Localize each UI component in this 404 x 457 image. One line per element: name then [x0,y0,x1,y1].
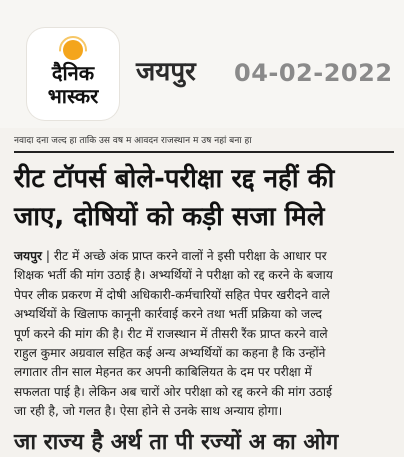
body-line-2: शिक्षक भर्ती की मांग उठाई है। अभ्यर्थियों ने परीक्षा को रद्द करने के बजाय [14,268,333,283]
article-dateline: जयपुर [14,249,43,263]
dainik-bhaskar-logo[interactable] [27,28,119,120]
body-line-4: अभ्यर्थियों के खिलाफ कानूनी कार्रवाई करने तथा भर्ती प्रक्रिया को जल्द [14,307,322,322]
headline-line-2: जाए, दोषियों को कड़ी सजा मिले [14,202,325,232]
body-line-8: सफलता पाई है। लेकिन अब चारों ओर परीक्षा को रद्द करने की मांग उठाई [14,384,333,399]
article-headline [14,160,396,236]
body-line-1-text: | रीट में अच्छे अंक प्राप्त करने वालों ने इसी परीक्षा के आधार पर [42,249,327,263]
section-divider [14,151,394,153]
logo-text-line1: दैनिक [51,61,95,85]
edition-date: 04-02-2022 [234,59,393,87]
sun-icon [63,40,83,60]
edition-city: जयपुर [136,57,196,87]
body-line-5: पूर्ण करने की मांग की है। रीट में राजस्थान में तीसरी रैंक प्राप्त करने वाले [14,326,328,341]
cut-off-next-headline-content: जा राज्य है अर्थ ता पी रज्यों अ का ओग [14,430,339,455]
body-line-1 [14,247,394,266]
app-header [0,0,404,128]
article-body [14,247,394,422]
cut-off-previous-text [14,137,394,149]
body-line-6: राहुल कुमार अग्रवाल सहित कई अन्य अभ्यर्थियों का कहना है कि उन्होंने [14,346,326,361]
body-line-7: लगातार तीन साल मेहनत कर अपनी काबिलियत के दम पर परीक्षा में [14,365,312,380]
body-line-3: पेपर लीक प्रकरण में दोषी अधिकारी-कर्मचारियों सहित पेपर खरीदने वाले [14,287,330,302]
cut-off-next-headline [14,427,394,455]
logo-text-line2: भास्कर [47,84,99,108]
cut-off-previous-text-content: नवादा दना जल्द हा ताकि उस वष म आवदन राजस्थान म उष नहां बना हा [14,136,252,146]
body-line-9: जा रही है, जो गलत है। ऐसा होने से उनके साथ अन्याय होगा। [14,404,283,419]
headline-line-1: रीट टॉपर्स बोले-परीक्षा रद्द नहीं की [14,164,335,194]
